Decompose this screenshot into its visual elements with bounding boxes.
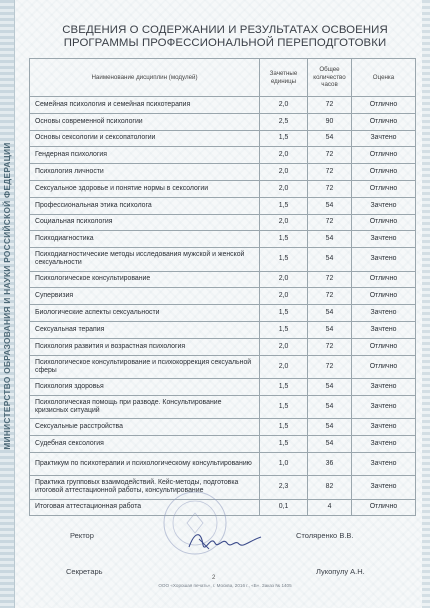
header-discipline: Наименование дисциплин (модулей) — [30, 59, 260, 97]
grade-cell: Отлично — [352, 271, 416, 288]
table-row — [30, 321, 416, 338]
right-security-strip — [422, 0, 430, 608]
total-hours-cell: 72 — [308, 180, 352, 197]
discipline-name-cell: Психология личности — [30, 164, 260, 181]
discipline-name-cell: Профессиональная этика психолога — [30, 197, 260, 214]
credit-units-cell: 1,5 — [260, 231, 308, 248]
secretary-name: Лукопулу А.Н. — [316, 567, 365, 576]
credit-units-cell: 1,5 — [260, 395, 308, 418]
grade-cell: Зачтено — [352, 378, 416, 395]
grade-cell: Зачтено — [352, 435, 416, 452]
discipline-name-cell: Психодиагностические методы исследования мужской и женской сексуальности — [30, 248, 260, 271]
discipline-name-cell: Психологическое консультирование — [30, 271, 260, 288]
table-row — [30, 147, 416, 164]
total-hours-cell: 72 — [308, 271, 352, 288]
discipline-name-cell: Психология развития и возрастная психология — [30, 338, 260, 355]
grade-cell: Зачтено — [352, 321, 416, 338]
total-hours-cell: 72 — [308, 288, 352, 305]
grade-cell: Зачтено — [352, 452, 416, 475]
disciplines-table — [29, 58, 416, 516]
discipline-name-cell: Супервизия — [30, 288, 260, 305]
credit-units-cell: 2,0 — [260, 355, 308, 378]
title-line-2: ПРОГРАММЫ ПРОФЕССИОНАЛЬНОЙ ПЕРЕПОДГОТОВКИ — [63, 37, 387, 49]
grade-cell: Зачтено — [352, 395, 416, 418]
table-row — [30, 435, 416, 452]
credit-units-cell: 2,0 — [260, 164, 308, 181]
discipline-name-cell: Основы сексологии и сексопатологии — [30, 130, 260, 147]
grade-cell: Отлично — [352, 499, 416, 516]
discipline-name-cell: Социальная психология — [30, 214, 260, 231]
table-row — [30, 271, 416, 288]
table-row — [30, 214, 416, 231]
rector-signature — [185, 525, 265, 555]
discipline-name-cell: Сексуальное здоровье и понятие нормы в сексологии — [30, 180, 260, 197]
table-row — [30, 378, 416, 395]
total-hours-cell: 54 — [308, 248, 352, 271]
grade-cell: Отлично — [352, 355, 416, 378]
credit-units-cell: 2,0 — [260, 214, 308, 231]
credit-units-cell: 2,0 — [260, 180, 308, 197]
grade-cell: Отлично — [352, 288, 416, 305]
discipline-name-cell: Основы современной психологии — [30, 113, 260, 130]
table-row — [30, 419, 416, 436]
grade-cell: Отлично — [352, 180, 416, 197]
table-row — [30, 305, 416, 322]
credit-units-cell: 1,5 — [260, 321, 308, 338]
credit-units-cell: 1,5 — [260, 419, 308, 436]
table-row — [30, 197, 416, 214]
discipline-name-cell: Психологическая помощь при разводе. Консультирование кризисных ситуаций — [30, 395, 260, 418]
printer-footer: ООО «Хорошая печать», г. Москва, 2016 г., «Б». Заказ № 1405 — [158, 583, 292, 588]
credit-units-cell: 2,5 — [260, 113, 308, 130]
total-hours-cell: 54 — [308, 395, 352, 418]
credit-units-cell: 1,0 — [260, 452, 308, 475]
grade-cell: Зачтено — [352, 419, 416, 436]
credit-units-cell: 2,0 — [260, 97, 308, 114]
table-row — [30, 97, 416, 114]
credit-units-cell: 2,3 — [260, 476, 308, 499]
credit-units-cell: 1,5 — [260, 378, 308, 395]
credit-units-cell: 2,0 — [260, 271, 308, 288]
total-hours-cell: 54 — [308, 435, 352, 452]
discipline-name-cell: Судебная сексология — [30, 435, 260, 452]
grade-cell: Отлично — [352, 338, 416, 355]
total-hours-cell: 54 — [308, 305, 352, 322]
grade-cell: Зачтено — [352, 248, 416, 271]
table-row — [30, 395, 416, 418]
discipline-name-cell: Психодиагностика — [30, 231, 260, 248]
grade-cell: Зачтено — [352, 476, 416, 499]
total-hours-cell: 54 — [308, 231, 352, 248]
total-hours-cell: 72 — [308, 147, 352, 164]
grade-cell: Отлично — [352, 164, 416, 181]
discipline-name-cell: Итоговая аттестационная работа — [30, 499, 260, 516]
grade-cell: Зачтено — [352, 305, 416, 322]
header-credit-units: Зачетные единицы — [260, 59, 308, 97]
table-row — [30, 113, 416, 130]
discipline-name-cell: Практика групповых взаимодействий. Кейс-методы, подготовка итоговой аттестационной работы, консультирование — [30, 476, 260, 499]
credit-units-cell: 1,5 — [260, 130, 308, 147]
header-total-hours: Общее количество часов — [308, 59, 352, 97]
table-row — [30, 130, 416, 147]
credit-units-cell: 0,1 — [260, 499, 308, 516]
credit-units-cell: 2,0 — [260, 338, 308, 355]
discipline-name-cell: Психологическое консультирование и психокоррекция сексуальной сферы — [30, 355, 260, 378]
total-hours-cell: 72 — [308, 338, 352, 355]
page-number: 2 — [212, 575, 216, 581]
document-title — [30, 24, 420, 50]
total-hours-cell: 36 — [308, 452, 352, 475]
discipline-name-cell: Практикум по психотерапии и психологическому консультированию — [30, 452, 260, 475]
side-watermark-text: МИНИСТЕРСТВО ОБРАЗОВАНИЯ И НАУКИ РОССИЙСКОЙ ФЕДЕРАЦИИ — [2, 142, 12, 450]
total-hours-cell: 54 — [308, 197, 352, 214]
table-row — [30, 164, 416, 181]
grade-cell: Зачтено — [352, 130, 416, 147]
total-hours-cell: 82 — [308, 476, 352, 499]
table-row — [30, 288, 416, 305]
discipline-name-cell: Гендерная психология — [30, 147, 260, 164]
table-row — [30, 452, 416, 475]
table-row — [30, 231, 416, 248]
table-header-row — [30, 59, 416, 97]
total-hours-cell: 54 — [308, 378, 352, 395]
discipline-name-cell: Биологические аспекты сексуальности — [30, 305, 260, 322]
total-hours-cell: 54 — [308, 130, 352, 147]
credit-units-cell: 2,0 — [260, 288, 308, 305]
table-row — [30, 248, 416, 271]
total-hours-cell: 72 — [308, 164, 352, 181]
grade-cell: Отлично — [352, 97, 416, 114]
grade-cell: Зачтено — [352, 197, 416, 214]
credit-units-cell: 1,5 — [260, 248, 308, 271]
grade-cell: Отлично — [352, 214, 416, 231]
total-hours-cell: 72 — [308, 355, 352, 378]
secretary-label: Секретарь — [66, 567, 103, 576]
discipline-name-cell: Сексуальная терапия — [30, 321, 260, 338]
credit-units-cell: 2,0 — [260, 147, 308, 164]
title-line-1: СВЕДЕНИЯ О СОДЕРЖАНИИ И РЕЗУЛЬТАТАХ ОСВОЕНИЯ — [62, 24, 388, 36]
table-row — [30, 355, 416, 378]
rector-label: Ректор — [70, 531, 94, 540]
grade-cell: Отлично — [352, 147, 416, 164]
discipline-name-cell: Психология здоровья — [30, 378, 260, 395]
total-hours-cell: 54 — [308, 321, 352, 338]
header-grade: Оценка — [352, 59, 416, 97]
discipline-name-cell: Семейная психология и семейная психотерапия — [30, 97, 260, 114]
table-row — [30, 180, 416, 197]
table-row — [30, 338, 416, 355]
credit-units-cell: 1,5 — [260, 435, 308, 452]
credit-units-cell: 1,5 — [260, 197, 308, 214]
rector-name: Столяренко В.В. — [296, 531, 354, 540]
total-hours-cell: 54 — [308, 419, 352, 436]
grade-cell: Зачтено — [352, 231, 416, 248]
total-hours-cell: 90 — [308, 113, 352, 130]
credit-units-cell: 1,5 — [260, 305, 308, 322]
grade-cell: Отлично — [352, 113, 416, 130]
discipline-name-cell: Сексуальные расстройства — [30, 419, 260, 436]
total-hours-cell: 72 — [308, 97, 352, 114]
total-hours-cell: 4 — [308, 499, 352, 516]
total-hours-cell: 72 — [308, 214, 352, 231]
